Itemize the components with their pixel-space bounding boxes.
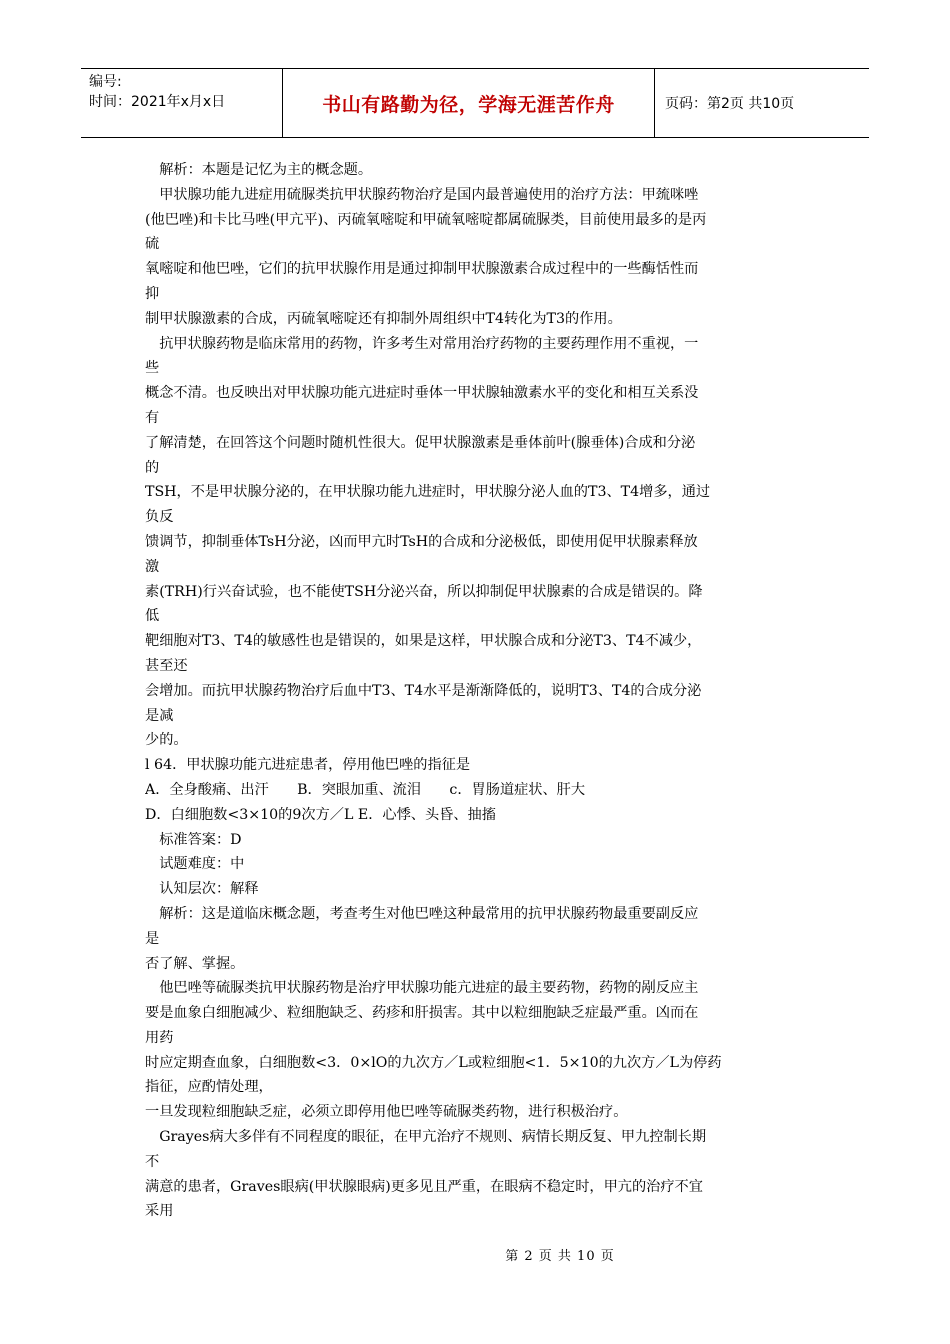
text-line: 些 [145, 360, 160, 377]
text-line: 低 [145, 608, 160, 625]
text-line: 时应定期查血象，白细胞数<3．0×lO的九次方／L或粒细胞<1．5×10的九次方／L为停药 [145, 1054, 722, 1071]
text-line: Grayes病大多伴有不同程度的眼征，在甲亢治疗不规则、病情长期反复、甲九控制长期 [145, 1129, 707, 1146]
text-line: 氧嘧啶和他巴唑，它们的抗甲状腺作用是通过抑制甲状腺激素合成过程中的一些酶恬性而 [145, 261, 699, 278]
text-line: 不 [145, 1153, 160, 1170]
text-line: 试题难度：中 [145, 856, 245, 873]
text-line: 了解清楚，在回答这个问题时随机性很大。促甲状腺激素是垂体前叶(腺垂体)合成和分泌 [145, 434, 696, 451]
header-page-cell [655, 69, 869, 137]
text-line: 否了解、掌握。 [145, 955, 245, 972]
text-line: 用药 [145, 1029, 174, 1046]
text-line: 解析：这是道临床概念题，考查考生对他巴唑这种最常用的抗甲状腺药物最重要副反应 [145, 905, 699, 922]
text-line: 激 [145, 558, 160, 575]
text-line: 要是血象白细胞减少、粒细胞缺乏、药疹和肝损害。其中以粒细胞缺乏症最严重。凶而在 [145, 1005, 699, 1022]
text-line: 指征，应酌情处理， [145, 1079, 273, 1096]
code-label: 编号: [89, 74, 122, 90]
text-line: 解析：本题是记忆为主的概念题。 [145, 162, 373, 178]
text-line: 是减 [145, 707, 174, 724]
header-motto-cell [283, 69, 655, 137]
motto: 书山有路勤为径，学海无涯苦作舟 [322, 93, 615, 116]
text-line: TSH，不是甲状腺分泌的，在甲状腺功能九进症时，甲状腺分泌人血的T3、T4增多，通过 [145, 484, 711, 501]
text-line: 标准答案：D [145, 831, 242, 848]
text-line: 硫 [145, 236, 160, 253]
text-line: 满意的患者，Graves眼病(甲状腺眼病)更多见且严重，在眼病不稳定时，甲亢的治疗不宜 [145, 1178, 703, 1195]
page-footer: 第 2 页 共 10 页 [505, 1249, 615, 1264]
text-line: 他巴唑等硫脲类抗甲状腺药物是治疗甲状腺功能亢进症的最主要药物，药物的剐反应主 [145, 980, 699, 997]
text-line: 有 [145, 409, 160, 426]
text-line: 负反 [145, 509, 174, 526]
text-line: A．全身酸痛、出汗 B．突眼加重、流泪 c．胃肠道症状、肝大 [145, 781, 586, 798]
text-line: 制甲状腺激素的合成，丙硫氧嘧啶还有抑制外周组织中T4转化为T3的作用。 [145, 310, 622, 327]
date-label: 时间：2021年x月x日 [89, 94, 226, 110]
text-line: D．白细胞数<3×10的9次方／L E．心悸、头昏、抽搐 [145, 806, 496, 823]
document-body [145, 158, 810, 1224]
text-line: 的 [145, 459, 160, 476]
text-line: 少的。 [145, 732, 188, 749]
text-line: 会增加。而抗甲状腺药物治疗后血中T3、T4水平是渐渐降低的，说明T3、T4的合成分泌 [145, 682, 702, 699]
text-line: 抗甲状腺药物是临床常用的药物，许多考生对常用治疗药物的主要药理作用不重视，一 [145, 335, 699, 352]
text-line: (他巴唑)和卡比马唑(甲亢平)、丙硫氧嘧啶和甲硫氧嘧啶都属硫脲类，目前使用最多的是丙 [145, 211, 707, 228]
header-left-cell [81, 69, 283, 137]
text-line: 采用 [145, 1203, 174, 1220]
text-line: 馈调节，抑制垂体TsH分泌，凶而甲亢时TsH的合成和分泌极低，即使用促甲状腺素释放 [145, 533, 698, 550]
text-line: 概念不清。也反映出对甲状腺功能亢进症时垂体一甲状腺轴激素水平的变化和相互关系没 [145, 385, 699, 402]
text-line: l 64．甲状腺功能亢进症患者，停用他巴唑的指征是 [145, 757, 471, 774]
text-line: 甚至还 [145, 657, 188, 674]
text-line: 甲状腺功能九进症用硫脲类抗甲状腺药物治疗是国内最普遍使用的治疗方法：甲巯咪唑 [145, 186, 699, 203]
text-line: 靶细胞对T3、T4的敏感性也是错误的，如果是这样，甲状腺合成和分泌T3、T4不减少， [145, 633, 702, 650]
text-line: 认知层次：解释 [145, 881, 259, 898]
text-line: 素(TRH)行兴奋试验，也不能使TSH分泌兴奋，所以抑制促甲状腺素的合成是错误的。降 [145, 583, 703, 600]
page-info: 页码：第2页 共10页 [665, 96, 795, 112]
text-line: 抑 [145, 285, 160, 302]
text-line: 一旦发现粒细胞缺乏症，必须立即停用他巴唑等硫脲类药物，进行积极治疗。 [145, 1104, 628, 1121]
header-table [81, 68, 869, 138]
text-line: 是 [145, 930, 160, 947]
